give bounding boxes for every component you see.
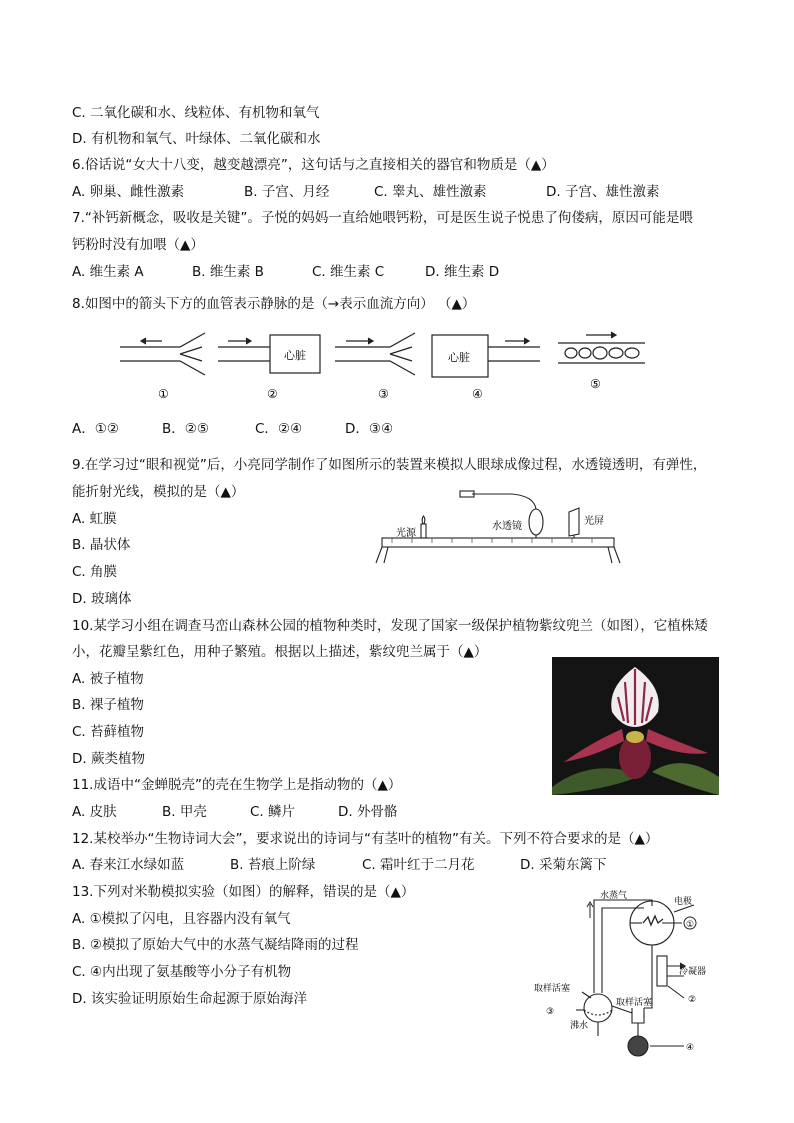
q5-option-d: D. 有机物和氧气、叶绿体、二氧化碳和水: [72, 131, 321, 147]
q13-label-2: ②: [688, 995, 697, 1005]
q11-option-d: D. 外骨骼: [338, 804, 398, 820]
q12-option-c: C. 霜叶红于二月花: [362, 857, 475, 873]
q8-label-3: ③: [378, 387, 389, 401]
q9-water-lens-label: 水透镜: [492, 521, 522, 532]
q13-option-d: D. 该实验证明原始生命起源于原始海洋: [72, 991, 307, 1007]
q6-option-a: A. 卵巢、雌性激素: [72, 184, 185, 200]
q6-option-d: D. 子宫、雄性激素: [546, 184, 660, 200]
q10-orchid-photo: [552, 657, 719, 795]
q13-label-3: ③: [546, 1007, 555, 1017]
q9-option-c: C. 角膜: [72, 564, 118, 580]
q13-miller-apparatus-figure: [534, 888, 730, 1068]
q11-option-b: B. 甲壳: [162, 804, 207, 820]
q13-boiling-water-label: 沸水: [570, 1021, 589, 1031]
q8-option-a: A．①②: [72, 421, 119, 437]
q9-option-d: D. 玻璃体: [72, 591, 132, 607]
q8-option-d: D．③④: [345, 421, 394, 437]
q13-condenser-label: 冷凝器: [679, 967, 707, 977]
q8-label-2: ②: [267, 387, 278, 401]
q13-sampling-valve-label-1: 取样活塞: [534, 984, 571, 994]
q8-blood-vessel-figure: [110, 325, 650, 405]
q6-option-b: B. 子宫、月经: [244, 184, 330, 200]
q11-option-c: C. 鳞片: [250, 804, 296, 820]
q8-option-c: C．②④: [255, 421, 303, 437]
q5-option-c: C. 二氧化碳和水、线粒体、有机物和氧气: [72, 105, 320, 121]
q8-stem: 8.如图中的箭头下方的血管表示静脉的是（→表示血流方向） （▲）: [72, 296, 476, 312]
q8-label-5: ⑤: [590, 377, 601, 391]
q9-stem-line1: 9.在学习过“眼和视觉”后，小亮同学制作了如图所示的装置来模拟人眼球成像过程，水透镜透明，有弹性，: [72, 457, 707, 473]
q13-option-a: A. ①模拟了闪电，且容器内没有氧气: [72, 911, 291, 927]
q10-option-b: B. 裸子植物: [72, 697, 144, 713]
q7-option-a: A. 维生素 A: [72, 264, 144, 280]
q8-heart-label-1: 心脏: [284, 349, 306, 362]
q7-option-b: B. 维生素 B: [192, 264, 264, 280]
q10-option-d: D. 蕨类植物: [72, 751, 145, 767]
q12-option-b: B. 苔痕上阶绿: [230, 857, 316, 873]
q13-label-1: ①: [686, 920, 695, 930]
q13-label-4: ④: [686, 1043, 695, 1053]
q12-option-a: A. 春来江水绿如蓝: [72, 857, 185, 873]
q8-label-1: ①: [158, 387, 169, 401]
q13-option-c: C. ④内出现了氨基酸等小分子有机物: [72, 964, 292, 980]
q9-stem-line2: 能折射光线，模拟的是（▲）: [72, 484, 245, 500]
q7-stem-line1: 7.“补钙新概念，吸收是关键”。子悦的妈妈一直给她喂钙粉，可是医生说子悦患了佝偻病，原因可能是喂: [72, 210, 693, 226]
q6-stem: 6.俗话说“女大十八变，越变越漂亮”，这句话与之直接相关的器官和物质是（▲）: [72, 157, 555, 173]
q9-eye-model-figure: [372, 488, 624, 568]
q10-stem-line2: 小，花瓣呈紫红色，用种子繁殖。根据以上描述，紫纹兜兰属于（▲）: [72, 644, 488, 660]
q13-vapor-label: 水蒸气: [600, 891, 628, 901]
q9-light-source-label: 光源: [396, 528, 416, 539]
q8-option-b: B．②⑤: [162, 421, 209, 437]
q7-stem-line2: 钙粉时没有加喂（▲）: [72, 237, 204, 253]
q13-sampling-valve-label-2: 取样活塞: [616, 998, 653, 1008]
q7-option-d: D. 维生素 D: [425, 264, 500, 280]
q12-stem: 12.某校举办“生物诗词大会”，要求说出的诗词与“有茎叶的植物”有关。下列不符合要求的是（▲）: [72, 831, 659, 847]
q11-option-a: A. 皮肤: [72, 804, 117, 820]
q13-stem: 13.下列对米勒模拟实验（如图）的解释，错误的是（▲）: [72, 884, 415, 900]
q10-stem-line1: 10.某学习小组在调查马峦山森林公园的植物种类时，发现了国家一级保护植物紫纹兜兰（如图），它植株矮: [72, 618, 708, 634]
q12-option-d: D. 采菊东篱下: [520, 857, 607, 873]
q8-label-4: ④: [472, 387, 483, 401]
q6-option-c: C. 睾丸、雄性激素: [374, 184, 487, 200]
q11-stem: 11.成语中“金蝉脱壳”的壳在生物学上是指动物的（▲）: [72, 777, 402, 793]
q10-option-a: A. 被子植物: [72, 671, 144, 687]
q9-screen-label: 光屏: [584, 516, 604, 527]
q13-option-b: B. ②模拟了原始大气中的水蒸气凝结降雨的过程: [72, 937, 359, 953]
q10-option-c: C. 苔藓植物: [72, 724, 145, 740]
q13-electrode-label: 电极: [674, 897, 693, 907]
q9-option-a: A. 虹膜: [72, 511, 117, 527]
q7-option-c: C. 维生素 C: [312, 264, 385, 280]
q9-option-b: B. 晶状体: [72, 537, 131, 553]
q8-heart-label-2: 心脏: [448, 351, 470, 364]
